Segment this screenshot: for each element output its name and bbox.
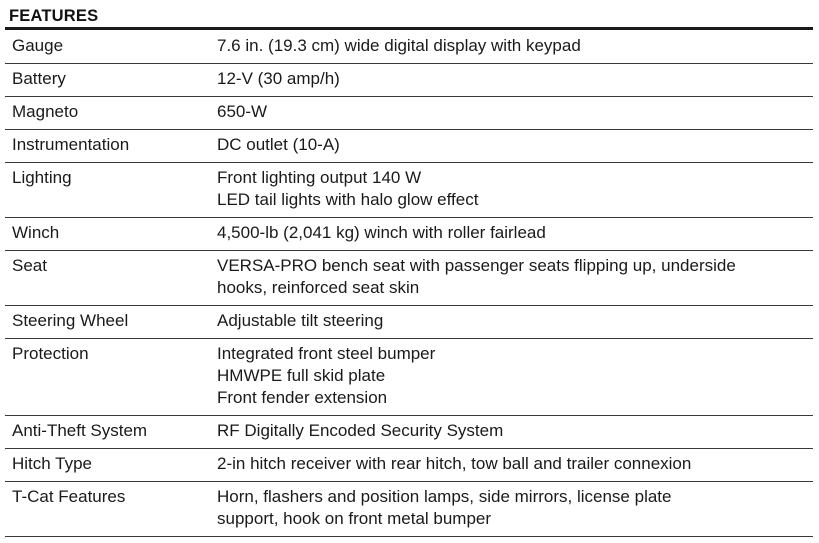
row-label: Instrumentation <box>12 135 130 154</box>
row-value <box>210 134 813 156</box>
value-line: Horn, flashers and position lamps, side mirrors, license plate <box>217 487 672 506</box>
table-row <box>5 30 813 64</box>
row-value <box>210 343 813 409</box>
table-row <box>5 218 813 251</box>
row-value <box>210 101 813 123</box>
value-line: HMWPE full skid plate <box>217 366 386 385</box>
value-line: LED tail lights with halo glow effect <box>217 190 479 209</box>
table-row <box>5 416 813 449</box>
table-row <box>5 251 813 306</box>
table-row <box>5 163 813 218</box>
value-line: RF Digitally Encoded Security System <box>217 421 504 440</box>
row-label: Hitch Type <box>12 454 93 473</box>
row-label: Steering Wheel <box>12 311 129 330</box>
value-line: Front lighting output 140 W <box>217 168 422 187</box>
row-value <box>210 35 813 57</box>
value-line: Front fender extension <box>217 388 388 407</box>
value-line: DC outlet (10-A) <box>217 135 340 154</box>
value-line: Integrated front steel bumper <box>217 344 436 363</box>
value-line: support, hook on front metal bumper <box>217 509 492 528</box>
row-value <box>210 167 813 211</box>
value-line: 2-in hitch receiver with rear hitch, tow ball and trailer connexion <box>217 454 692 473</box>
row-label: Anti-Theft System <box>12 421 148 440</box>
row-value <box>210 222 813 244</box>
value-line: 650-W <box>217 102 268 121</box>
value-line: 7.6 in. (19.3 cm) wide digital display with keypad <box>217 36 581 55</box>
value-line: Adjustable tilt steering <box>217 311 384 330</box>
table-row <box>5 64 813 97</box>
features-sheet <box>5 0 813 537</box>
row-value <box>210 486 813 530</box>
row-label: Winch <box>12 223 60 242</box>
table-row <box>5 97 813 130</box>
row-label: Battery <box>12 69 66 88</box>
row-value <box>210 420 813 442</box>
value-line: hooks, reinforced seat skin <box>217 278 420 297</box>
table-row <box>5 306 813 339</box>
value-line: 4,500-lb (2,041 kg) winch with roller fairlead <box>217 223 546 242</box>
value-line: 12-V (30 amp/h) <box>217 69 340 88</box>
row-value <box>210 453 813 475</box>
row-value <box>210 255 813 299</box>
row-label: Protection <box>12 344 89 363</box>
row-label: Lighting <box>12 168 72 187</box>
section-title: FEATURES <box>9 7 99 25</box>
table-row <box>5 130 813 163</box>
row-label: Gauge <box>12 36 64 55</box>
table-row <box>5 449 813 482</box>
table-row <box>5 482 813 537</box>
row-label: Magneto <box>12 102 79 121</box>
row-value <box>210 68 813 90</box>
row-label: T-Cat Features <box>12 487 126 506</box>
value-line: VERSA-PRO bench seat with passenger seats flipping up, underside <box>217 256 736 275</box>
table-row <box>5 339 813 416</box>
row-value <box>210 310 813 332</box>
row-label: Seat <box>12 256 47 275</box>
